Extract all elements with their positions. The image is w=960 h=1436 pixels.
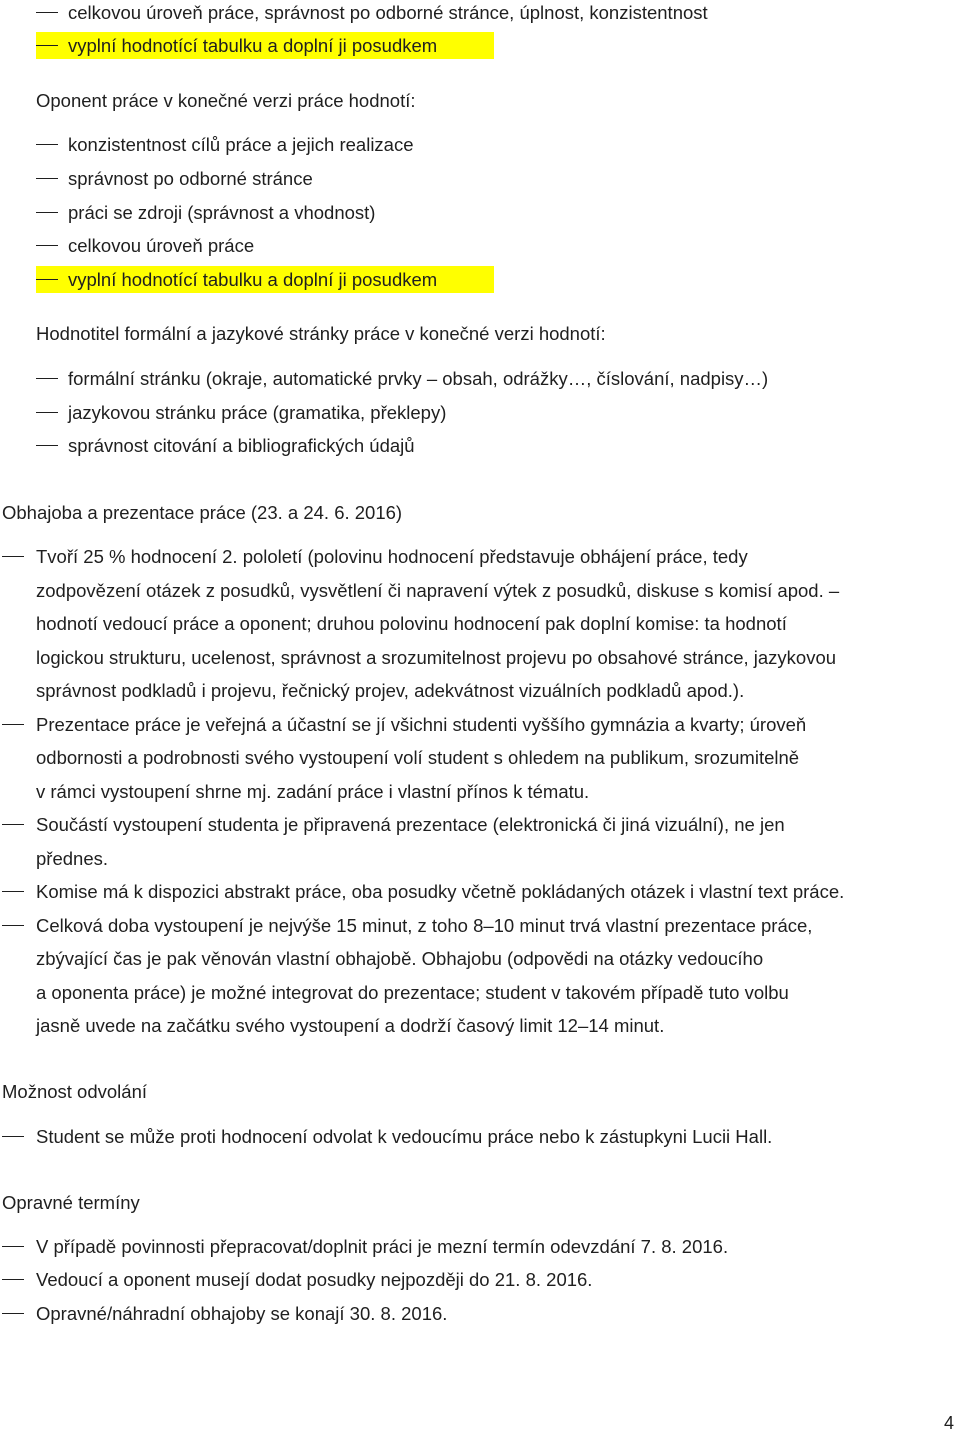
list-item (0, 1120, 960, 1153)
list-item-text: správnost po odborné stránce (68, 168, 313, 189)
terminy-heading: Opravné termíny (2, 1192, 140, 1213)
list-item-continuation (0, 1009, 960, 1042)
list-item-text: jasně uvede na začátku svého vystoupení a dodrží časový limit 12–14 minut. (36, 1015, 665, 1036)
list-item-text: přednes. (36, 848, 108, 869)
list-item-text: zbývající čas je pak věnován vlastní obhajobě. Obhajobu (odpovědi na otázky vedoucího (36, 948, 764, 969)
section-heading (0, 496, 960, 529)
dash-bullet (36, 279, 58, 280)
list-item (0, 708, 960, 741)
list-item-text: správnost podkladů i projevu, řečnický projev, adekvátnost vizuálních podkladů apod.). (36, 680, 745, 701)
list-item-text: a oponenta práce) je možné integrovat do prezentace; student v takovém případě tuto volbu (36, 982, 789, 1003)
obhajoba-heading: Obhajoba a prezentace práce (23. a 24. 6. 2016) (2, 502, 403, 523)
list-item-text: jazykovou stránku práce (gramatika, překlepy) (68, 402, 447, 423)
list-item-continuation (0, 674, 960, 707)
dash-bullet (2, 1136, 24, 1137)
dash-bullet (36, 45, 58, 46)
oponent-heading: Oponent práce v konečné verzi práce hodnotí: (36, 90, 416, 111)
dash-bullet (2, 556, 24, 557)
dash-bullet (36, 212, 58, 213)
hodnotitel-heading: Hodnotitel formální a jazykové stránky práce v konečné verzi hodnotí: (36, 323, 606, 344)
list-item-continuation (0, 842, 960, 875)
page-number: 4 (943, 1413, 954, 1433)
list-item-text: konzistentnost cílů práce a jejich realizace (68, 134, 414, 155)
dash-bullet (36, 178, 58, 179)
list-item-text: Opravné/náhradní obhajoby se konají 30. 8. 2016. (36, 1303, 448, 1324)
list-item (0, 162, 960, 195)
dash-bullet (36, 445, 58, 446)
list-item (0, 396, 960, 429)
list-item-text: Student se může proti hodnocení odvolat k vedoucímu práce nebo k zástupkyni Lucii Hall. (36, 1126, 773, 1147)
list-item-continuation (0, 976, 960, 1009)
list-item (0, 540, 960, 573)
list-item-text: celkovou úroveň práce, správnost po odborné stránce, úplnost, konzistentnost (68, 2, 708, 23)
dash-bullet (2, 724, 24, 725)
list-item-continuation (0, 607, 960, 640)
list-item-text: celkovou úroveň práce (68, 235, 255, 256)
list-item-continuation (0, 741, 960, 774)
list-item-text: v rámci vystoupení shrne mj. zadání práce i vlastní přínos k tématu. (36, 781, 590, 802)
list-item-continuation (0, 641, 960, 674)
list-item (0, 429, 960, 462)
dash-bullet (36, 245, 58, 246)
dash-bullet (2, 1246, 24, 1247)
section-heading (0, 84, 960, 117)
dash-bullet (36, 378, 58, 379)
list-item-text: V případě povinnosti přepracovat/doplnit práci je mezní termín odevzdání 7. 8. 2016. (36, 1236, 729, 1257)
list-item-text: Prezentace práce je veřejná a účastní se jí všichni studenti vyššího gymnázia a kvarty; úroveň (36, 714, 807, 735)
list-item-text: Vedoucí a oponent musejí dodat posudky nejpozději do 21. 8. 2016. (36, 1269, 593, 1290)
list-item-highlighted (0, 263, 960, 296)
list-item-text: Celková doba vystoupení je nejvýše 15 minut, z toho 8–10 minut trvá vlastní prezentace práce, (36, 915, 813, 936)
dash-bullet (2, 925, 24, 926)
list-item (0, 909, 960, 942)
list-item-text: vyplní hodnotící tabulku a doplní ji posudkem (68, 269, 438, 290)
section-heading (0, 1186, 960, 1219)
list-item-text: hodnotí vedoucí práce a oponent; druhou polovinu hodnocení pak doplní komise: ta hodnotí (36, 613, 787, 634)
list-item (0, 362, 960, 395)
list-item-text: formální stránku (okraje, automatické prvky – obsah, odrážky…, číslování, nadpisy…) (68, 368, 769, 389)
dash-bullet (2, 824, 24, 825)
list-item-text: Komise má k dispozici abstrakt práce, oba posudky včetně pokládaných otázek i vlastní text práce. (36, 881, 845, 902)
list-item-text: odbornosti a podrobnosti svého vystoupení volí student s ohledem na publikum, srozumitelně (36, 747, 800, 768)
list-item (0, 808, 960, 841)
list-item-highlighted (0, 29, 960, 62)
odvolani-heading: Možnost odvolání (2, 1081, 148, 1102)
section-heading (0, 1075, 960, 1108)
list-item-text: Tvoří 25 % hodnocení 2. pololetí (polovinu hodnocení představuje obhájení práce, tedy (36, 546, 748, 567)
list-item (0, 875, 960, 908)
list-item-continuation (0, 775, 960, 808)
list-item (0, 128, 960, 161)
list-item-continuation (0, 574, 960, 607)
dash-bullet (2, 891, 24, 892)
list-item-text: vyplní hodnotící tabulku a doplní ji posudkem (68, 35, 438, 56)
list-item-text: správnost citování a bibliografických údajů (68, 435, 415, 456)
list-item-text: logickou strukturu, ucelenost, správnost a srozumitelnost projevu po obsahové stránce, jazykovou (36, 647, 837, 668)
list-item (0, 1297, 960, 1330)
list-item-text: zodpovězení otázek z posudků, vysvětlení či napravení výtek z posudků, diskuse s komisí apod. – (36, 580, 840, 601)
list-item (0, 1263, 960, 1296)
dash-bullet (36, 12, 58, 13)
dash-bullet (36, 144, 58, 145)
section-heading (0, 317, 960, 350)
dash-bullet (2, 1313, 24, 1314)
list-item (0, 0, 960, 29)
list-item-text: práci se zdroji (správnost a vhodnost) (68, 202, 376, 223)
list-item (0, 229, 960, 262)
list-item (0, 196, 960, 229)
list-item-text: Součástí vystoupení studenta je připravená prezentace (elektronická či jiná vizuální), ne jen (36, 814, 785, 835)
list-item (0, 1230, 960, 1263)
dash-bullet (2, 1279, 24, 1280)
dash-bullet (36, 412, 58, 413)
list-item-continuation (0, 942, 960, 975)
